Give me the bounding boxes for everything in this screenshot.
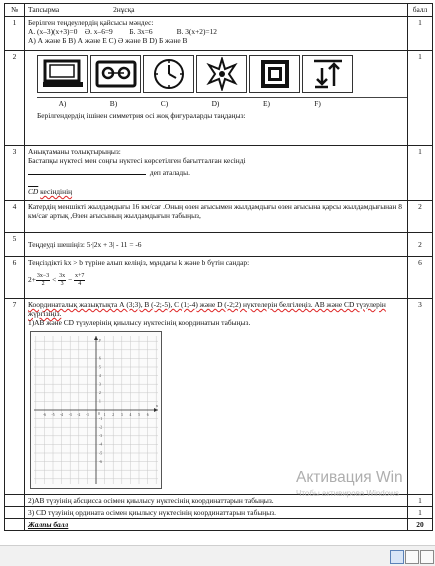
- table-row: 6 Теңсіздікті kx > b түріне алып келіңіз, мұндағы k және b бүтін сандар: 2+ $\frac{3x-3}{2}$ < $\frac{3x}{3}$ − $\frac{x+7}{4}$ 6: [5, 257, 433, 299]
- question-text: Теңсіздікті kx > b түріне алып келіңіз, мұндағы k және b бүтін сандар:: [28, 258, 250, 267]
- header-task: Тапсырма: [28, 5, 60, 14]
- x-tick-label: -6: [42, 413, 46, 417]
- computer-icon: [37, 55, 88, 93]
- y-tick-label: -4: [99, 442, 102, 447]
- x-tick-label: -5: [51, 413, 55, 417]
- y-tick-label: 2: [99, 391, 101, 396]
- table-row: 5 Теңдеуді шешіңіз: 5∙|2x + 3| - 11 = -6 2: [5, 233, 433, 257]
- vector-cd: $\overline{CD}$: [28, 187, 39, 196]
- table-header: [5, 4, 433, 17]
- figure-labels: A) B) C) D) E) F): [37, 97, 407, 108]
- y-tick-label: -6: [99, 459, 102, 464]
- sub-question: 3) CD түзуінің ордината осімен қиылысу нүктесінің координаттарын табыңыз.: [25, 507, 408, 519]
- coordinate-plane: [31, 332, 161, 488]
- header-score: балл: [408, 4, 433, 17]
- definition-line: Бастапқы нүктесі мен соңғы нүктесі көрсетілген бағытталған кесінді: [28, 156, 246, 165]
- x-tick-label: 1: [103, 413, 106, 417]
- table-row: 3) CD түзуінің ордината осімен қиылысу нүктесінің координаттарын табыңыз. 1: [5, 507, 433, 519]
- total-score: 20: [408, 519, 433, 531]
- clock-icon: [143, 55, 194, 93]
- inequality: 2+ $\frac{3x-3}{2}$ < $\frac{3x}{3}$ − $\frac{x+7}{4}$: [28, 273, 85, 287]
- answers-line: А) А және Б В) А және Е С) Ә және В D) Б және В: [28, 36, 188, 45]
- activation-watermark-sub: Чтобы активирова Windows: [296, 489, 399, 498]
- question-text: Катердің меншікті жылдамдығы 16 км/сағ .Оның өзен ағысымен жылдамдығы өзен ағысына қарсы жылдамдығынан 8 км/сағ артық ,Өзен ағысының жылдамдығын табыңыз,: [25, 201, 408, 233]
- print-layout-icon[interactable]: [405, 550, 419, 564]
- star-icon: [196, 55, 247, 93]
- tasks-table: [4, 3, 433, 531]
- x-tick-label: 6: [146, 413, 149, 417]
- activation-watermark: Активация Win: [296, 469, 403, 486]
- x-tick-label: 4: [129, 413, 132, 417]
- table-row: 7 Координаталық жазықтықта А (3;3), В (-2;-5), С (1;-4) және D (-2;2) нүктелерін белгілеңіз. АВ және CD түзулерін жүргізіңіз. 1)АВ және CD түзулерінің қиылысу нүктесінің координатын табыңыз. -6 -6 -5 -5 -4 -4 -3 -3 -2 -2 -1 -1 1 1 2 2 3 3 4 4 5 5 6 6 0 x y 3: [5, 299, 433, 495]
- question-text: Анықтаманы толықтырыңыз:: [28, 147, 121, 156]
- figure-row: [37, 55, 407, 93]
- coordinate-grid: [30, 331, 162, 489]
- total-label: Жалпы балл: [25, 519, 408, 531]
- y-tick-label: 3: [99, 382, 101, 387]
- read-mode-icon[interactable]: [390, 550, 404, 564]
- upload-arrows-icon: [302, 55, 353, 93]
- options-line: А. (х–3)(х+3)=0 Ә. х–6=9 Б. 3х=6 В. 3(х+2)=12: [28, 27, 217, 36]
- origin-label: 0: [98, 412, 100, 416]
- y-axis-arrow: [94, 336, 98, 340]
- question-text: Берілгендердің ішінен симметрия осі жоқ фигураларды таңдаңыз:: [37, 111, 246, 120]
- x-tick-label: 5: [138, 413, 140, 417]
- y-tick-label: 6: [99, 356, 101, 361]
- y-tick-label: 5: [99, 365, 101, 370]
- table-row: 3 Анықтаманы толықтырыңыз: Бастапқы нүктесі мен соңғы нүктесі көрсетілген бағытталған кесінді деп аталады. $\overline{CD}$ кесіндінің 1: [5, 146, 433, 201]
- web-layout-icon[interactable]: [420, 550, 434, 564]
- nested-squares-icon: [249, 55, 300, 93]
- x-tick-label: -2: [77, 413, 81, 417]
- answer-blank[interactable]: [28, 167, 146, 175]
- y-tick-label: 4: [99, 373, 101, 378]
- y-tick-label: -3: [99, 434, 102, 439]
- status-bar: [0, 545, 435, 566]
- header-variant: 2нұсқа: [113, 5, 135, 14]
- cassette-icon: [90, 55, 141, 93]
- x-tick-label: -1: [85, 413, 89, 417]
- y-tick-label: 1: [99, 399, 101, 404]
- y-axis-label: y: [99, 337, 101, 342]
- sub-question: 2)АВ түзуінің абсцисса осімен қиылысу нүктесінің координаттарын табыңыз.: [25, 495, 408, 507]
- x-tick-label: 2: [112, 413, 115, 417]
- table-row: 2)АВ түзуінің абсцисса осімен қиылысу нүктесінің координаттарын табыңыз. 1: [5, 495, 433, 507]
- y-tick-label: -5: [99, 451, 102, 456]
- table-row: 2 A) B) C) D) E) F) Берілгендердің ішінен симметрия осі жоқ фигураларды таңдаңыз: 1: [5, 51, 433, 146]
- question-text: Координаталық жазықтықта А (3;3), В (-2;-5), С (1;-4) және D (-2;2) нүктелерін белгілеңіз. АВ және CD түзулерін жүргізіңіз.: [28, 300, 386, 318]
- sub-question: 1)АВ және CD түзулерінің қиылысу нүктесінің координатын табыңыз.: [28, 318, 251, 327]
- y-tick-label: -1: [99, 416, 102, 421]
- table-row: 1 Берілген теңдеулердің қайсысы мәндес: А. (х–3)(х+3)=0 Ә. х–6=9 Б. 3х=6 В. 3(х+2)=12 А) А және Б В) А және Е С) Ә және В D) Б және В 1: [5, 17, 433, 51]
- x-tick-label: 3: [120, 413, 123, 417]
- x-tick-label: -4: [60, 413, 64, 417]
- question-text: Теңдеуді шешіңіз: 5∙|2x + 3| - 11 = -6: [25, 233, 408, 257]
- table-row: 4 Катердің меншікті жылдамдығы 16 км/сағ .Оның өзен ағысымен жылдамдығы өзен ағысына қарсы жылдамдығынан 8 км/сағ артық ,Өзен ағысының жылдамдығын табыңыз, 2: [5, 201, 433, 233]
- total-row: [5, 519, 433, 531]
- y-tick-label: -2: [99, 425, 102, 430]
- question-text: Берілген теңдеулердің қайсысы мәндес:: [28, 18, 154, 27]
- header-num: №: [5, 4, 25, 17]
- x-axis-label: x: [156, 403, 158, 408]
- x-tick-label: -3: [68, 413, 72, 417]
